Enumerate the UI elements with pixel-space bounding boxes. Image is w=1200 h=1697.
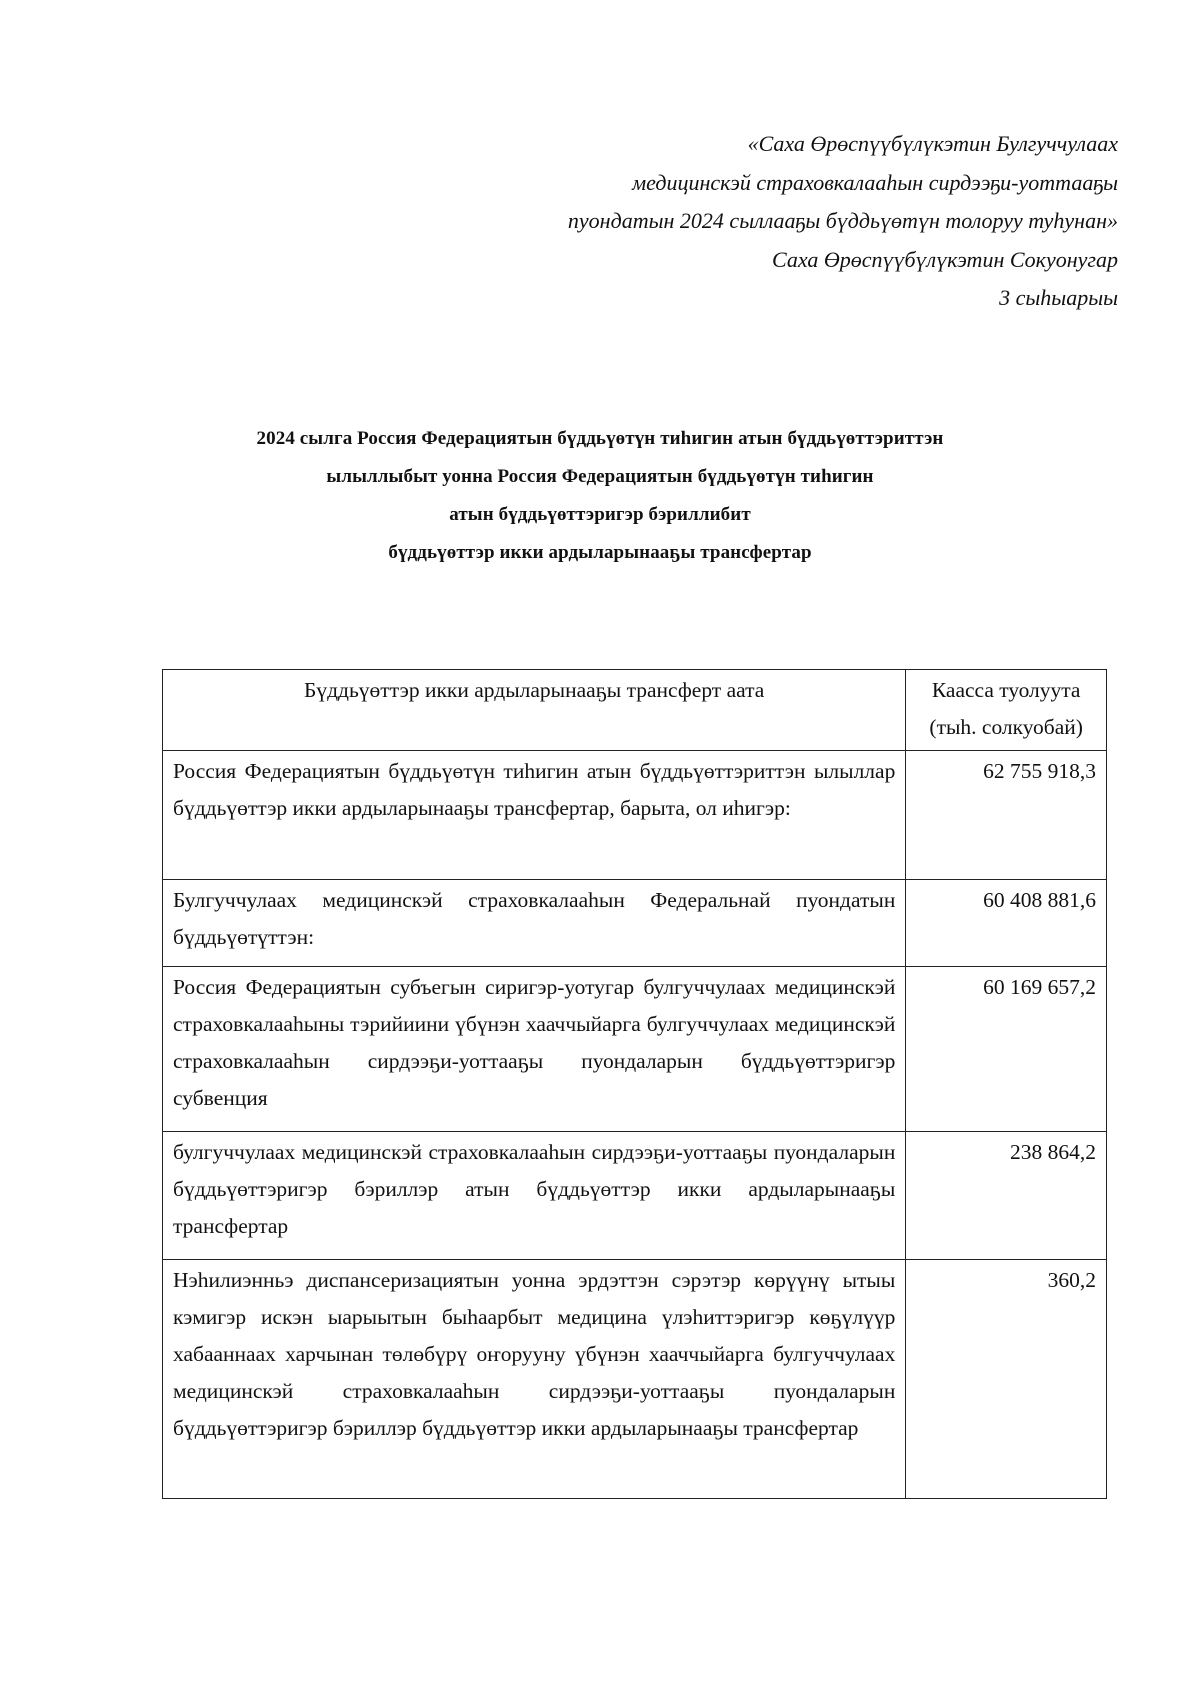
table-row: [163, 967, 1107, 1132]
transfer-name-cell: Россия Федерациятын бүддьүөтүн тиһигин атын бүддьүөттэриттэн ылыллар бүддьүөттэр икки ардыларынааҕы трансфертар, барыта, ол иһигэр:: [163, 751, 906, 880]
table-header-row: [163, 670, 1107, 751]
transfer-name-cell: Россия Федерациятын субъегын сиригэр-уотугар булгуччулаах медицинскэй страховкалааһыны тэрийиини үбүнэн хааччыйарга булгуччулаах медицинскэй страховкалааһын сирдээҕи-уоттааҕы пуондаларын бүддьүөттэригэр субвенция: [163, 967, 906, 1132]
transfer-amount-cell: 60 408 881,6: [906, 880, 1107, 967]
document-header: [568, 125, 1118, 318]
header-line: «Саха Өрөспүүбүлүкэтин Булгуччулаах: [747, 131, 1118, 156]
header-line: Саха Өрөспүүбүлүкэтин Сокуонугар: [772, 246, 1118, 272]
table-row: [163, 880, 1107, 967]
header-line: медицинскэй страховкалааһын сирдээҕи-уоттааҕы: [632, 169, 1118, 195]
column-header-name: Бүддьүөттэр икки ардыларынааҕы трансферт аата: [163, 670, 906, 751]
title-line: бүддьүөттэр икки ардыларынааҕы трансфертар: [388, 542, 812, 563]
transfer-amount-cell: 62 755 918,3: [906, 751, 1107, 880]
transfer-name-cell: Булгуччулаах медицинскэй страховкалааһын Федеральнай пуондатын бүддьүөтүттэн:: [163, 880, 906, 967]
transfer-amount-cell: 238 864,2: [906, 1132, 1107, 1260]
header-line: пуондатын 2024 сыллааҕы бүддьүөтүн толоруу туһунан»: [567, 208, 1118, 233]
transfer-name-cell: Нэһилиэнньэ диспансеризациятын уонна эрдэттэн сэрэтэр көрүүнү ытыы кэмигэр искэн ыарыытын быһаарбыт медицина үлэһиттэригэр көҕүлүүр хабааннаах харчынан төлөбүрү оҥорууну үбүнэн хааччыйарга булгуччулаах медицинскэй страховкалааһын сирдээҕи-уоттааҕы пуондаларын бүддьүөттэригэр бэриллэр бүддьүөттэр икки ардыларынааҕы трансфертар: [163, 1260, 906, 1499]
table-row: [163, 1132, 1107, 1260]
transfer-amount-cell: 60 169 657,2: [906, 967, 1107, 1132]
title-line: атын бүддьүөттэригэр бэриллибит: [449, 504, 751, 525]
header-line: 3 сыһыарыы: [999, 285, 1118, 310]
transfers-table: [162, 669, 1107, 1499]
column-header-amount: Каасса туолуута (тыһ. солкуобай): [906, 670, 1107, 751]
title-line: ылыллыбыт уонна Россия Федерациятын бүддьүөтүн тиһигин: [326, 466, 874, 487]
table-row: [163, 751, 1107, 880]
title-line: 2024 сылга Россия Федерациятын бүддьүөтүн тиһигин атын бүддьүөттэриттэн: [256, 428, 944, 449]
table-row: [163, 1260, 1107, 1499]
transfer-amount-cell: 360,2: [906, 1260, 1107, 1499]
transfer-name-cell: булгуччулаах медицинскэй страховкалааһын сирдээҕи-уоттааҕы пуондаларын бүддьүөттэригэр бэриллэр атын бүддьүөттэр икки ардыларынааҕы трансфертар: [163, 1132, 906, 1260]
document-title: [0, 420, 1200, 572]
